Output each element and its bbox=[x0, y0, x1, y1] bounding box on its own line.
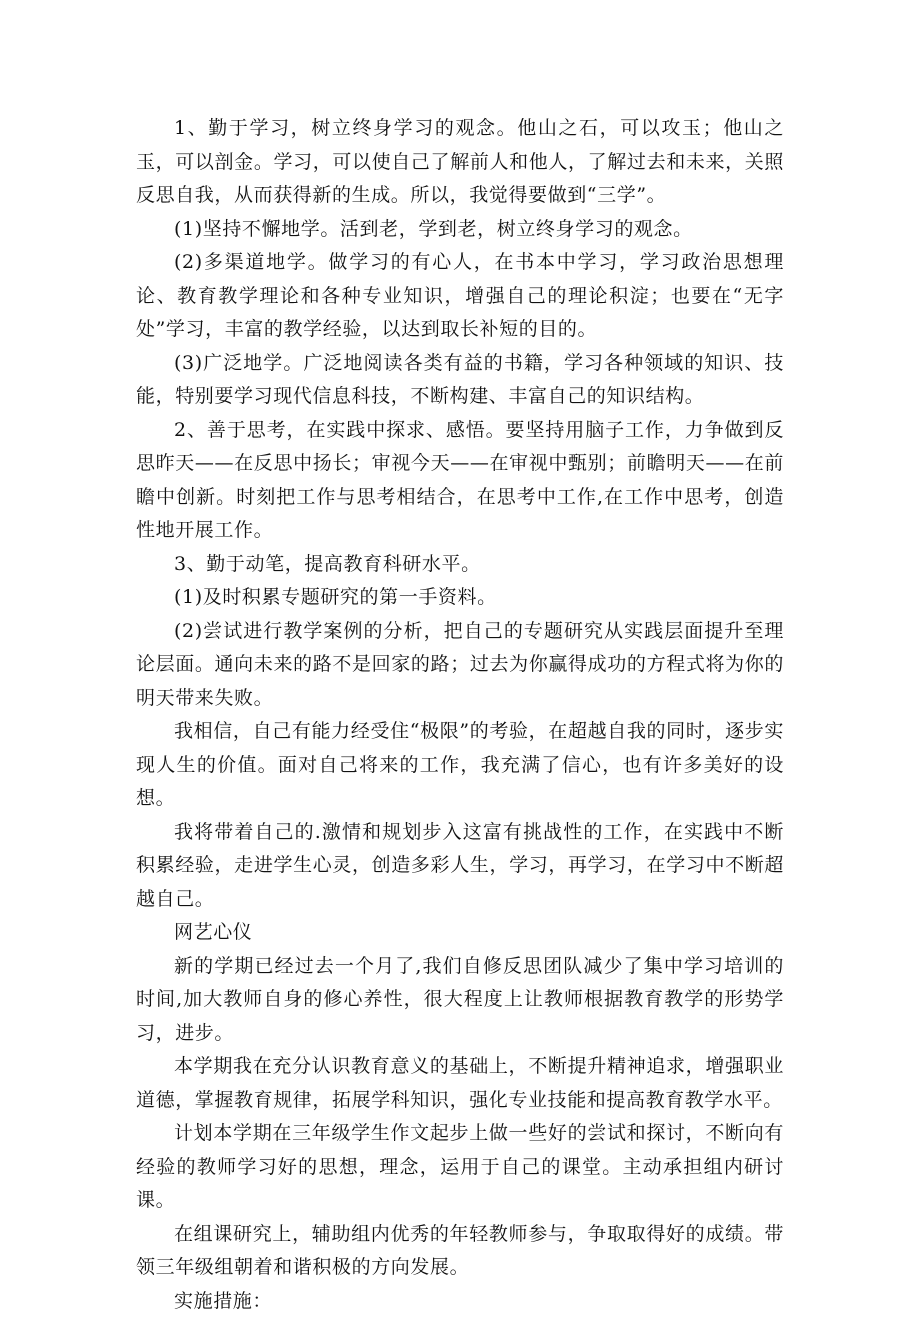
paragraph-14: 计划本学期在三年级学生作文起步上做一些好的尝试和探讨，不断向有经验的教师学习好的思想，理念，运用于自己的课堂。主动承担组内研讨课。 bbox=[136, 1117, 784, 1218]
paragraph-9: 我相信，自己有能力经受住“极限”的考验，在超越自我的同时，逐步实现人生的价值。面对自己将来的工作，我充满了信心，也有许多美好的设想。 bbox=[136, 715, 784, 816]
paragraph-13: 本学期我在充分认识教育意义的基础上，不断提升精神追求，增强职业道德，掌握教育规律，拓展学科知识，强化专业技能和提高教育教学水平。 bbox=[136, 1050, 784, 1117]
paragraph-12: 新的学期已经过去一个月了,我们自修反思团队减少了集中学习培训的时间,加大教师自身的修心养性，很大程度上让教师根据教育教学的形势学习，进步。 bbox=[136, 950, 784, 1051]
paragraph-11: 网艺心仪 bbox=[136, 916, 784, 950]
paragraph-6: 3、勤于动笔，提高教育科研水平。 bbox=[136, 548, 784, 582]
paragraph-15: 在组课研究上，辅助组内优秀的年轻教师参与，争取取得好的成绩。带领三年级组朝着和谐积极的方向发展。 bbox=[136, 1218, 784, 1285]
paragraph-3: (2)多渠道地学。做学习的有心人，在书本中学习，学习政治思想理论、教育教学理论和各种专业知识，增强自己的理论积淀；也要在“无字处”学习，丰富的教学经验，以达到取长补短的目的。 bbox=[136, 246, 784, 347]
paragraph-10: 我将带着自己的.激情和规划步入这富有挑战性的工作，在实践中不断积累经验，走进学生心灵，创造多彩人生，学习，再学习，在学习中不断超越自己。 bbox=[136, 816, 784, 917]
paragraph-7: (1)及时积累专题研究的第一手资料。 bbox=[136, 581, 784, 615]
paragraph-16: 实施措施： bbox=[136, 1285, 784, 1318]
paragraph-4: (3)广泛地学。广泛地阅读各类有益的书籍，学习各种领域的知识、技能，特别要学习现代信息科技，不断构建、丰富自己的知识结构。 bbox=[136, 347, 784, 414]
paragraph-2: (1)坚持不懈地学。活到老，学到老，树立终身学习的观念。 bbox=[136, 213, 784, 247]
paragraph-1: 1、勤于学习，树立终身学习的观念。他山之石，可以攻玉；他山之玉，可以剖金。学习，可以使自己了解前人和他人，了解过去和未来，关照反思自我，从而获得新的生成。所以，我觉得要做到“三学”。 bbox=[136, 112, 784, 213]
paragraph-5: 2、善于思考，在实践中探求、感悟。要坚持用脑子工作，力争做到反思昨天——在反思中扬长；审视今天——在审视中甄别；前瞻明天——在前瞻中创新。时刻把工作与思考相结合，在思考中工作,在工作中思考，创造性地开展工作。 bbox=[136, 414, 784, 548]
paragraph-8: (2)尝试进行教学案例的分析，把自己的专题研究从实践层面提升至理论层面。通向未来的路不是回家的路；过去为你赢得成功的方程式将为你的明天带来失败。 bbox=[136, 615, 784, 716]
document-page bbox=[136, 112, 784, 1318]
